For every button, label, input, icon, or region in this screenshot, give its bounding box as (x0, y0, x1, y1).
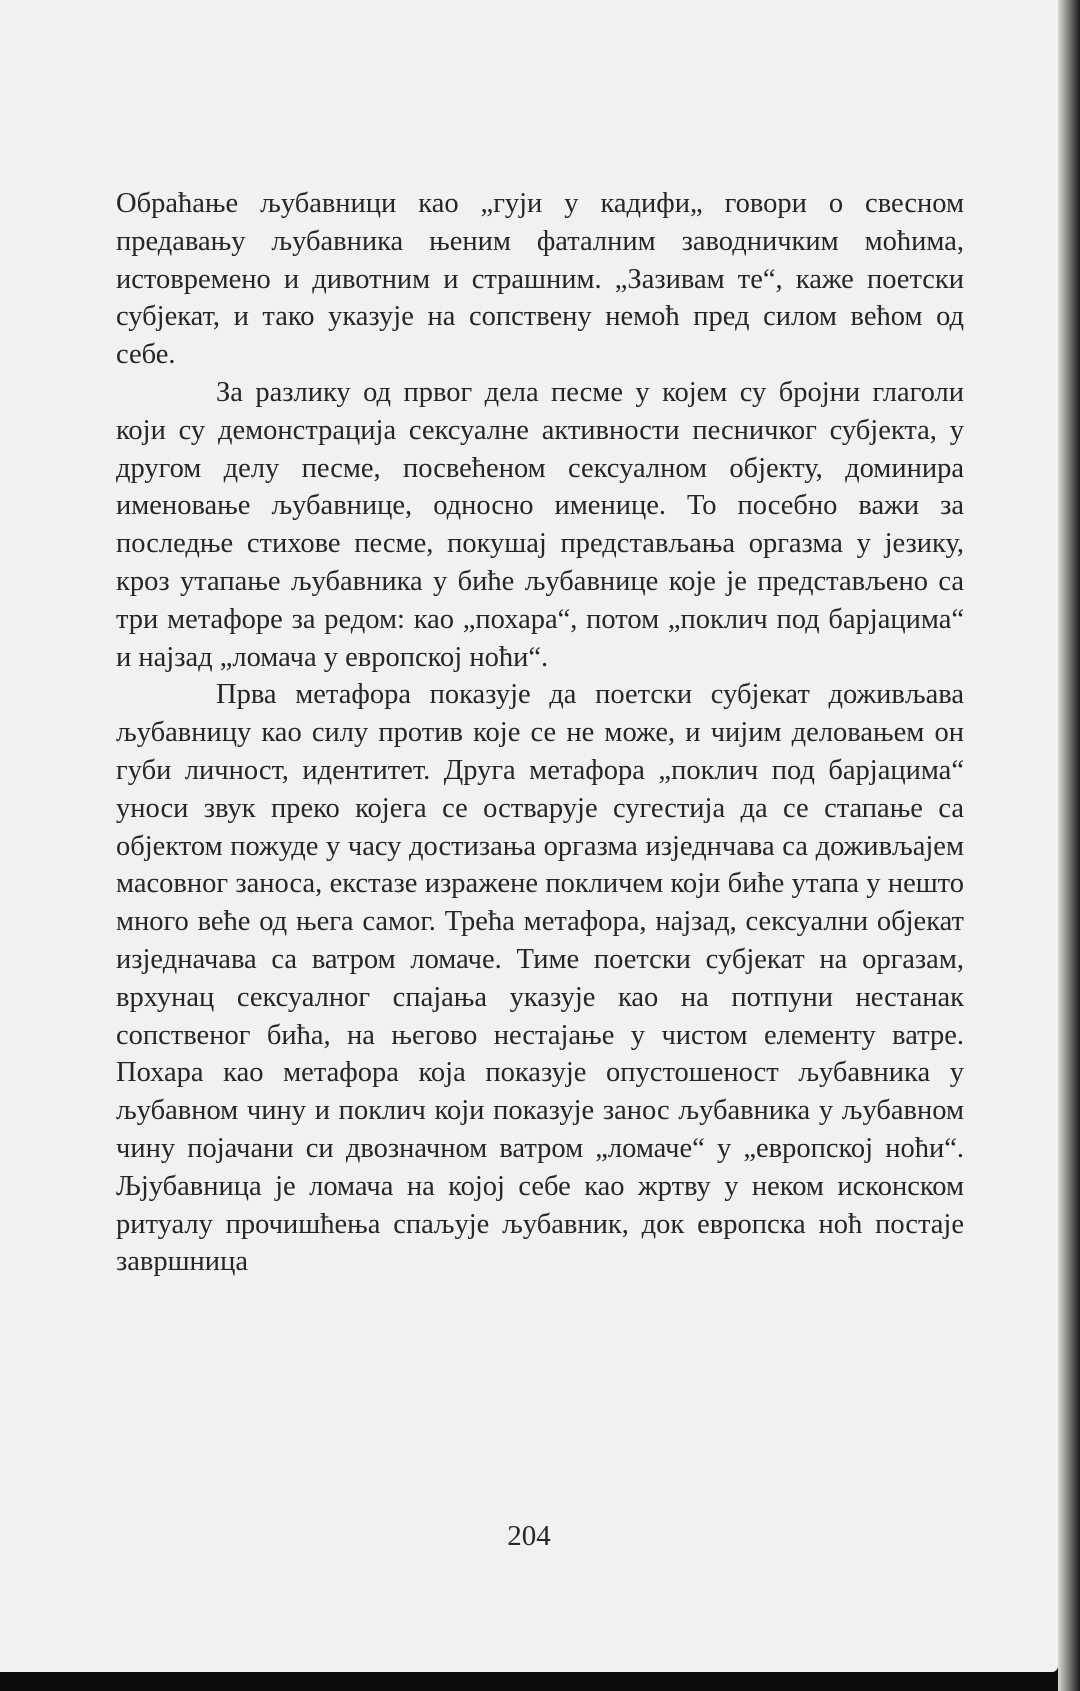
body-text (116, 185, 964, 1281)
paragraph-2: За разлику од првог дела песме у којем су бројни глаголи који су демонстрација сексуалне активности песничког субјекта, у другом делу песме, посвећеном сексуалном објекту, доминира именовање љубавнице, односно именице. То посебно важи за последње стихове песме, покушај представљања оргазма у језику, кроз утапање љубавника у биће љубавнице које је представљено са три метафоре за редом: као „похара“, потом „поклич под барјацима“ и најзад „ломача у европској ноћи“. (116, 376, 964, 673)
paragraph-3: Прва метафора показује да поетски субјекат доживљава љубавницу као силу против које се не може, и чијим деловањем он губи личност, идентитет. Друга метафора „поклич под барјацима“ уноси звук преко којега се остварује сугестија да се стапање са објектом пожуде у часу достизања оргазма изједнчава са доживљајем масовног заноса, екстазе изражене покличем који биће утапа у нешто много веће од њега самог. Трећа метафора, најзад, сексуални објекат изједначава са ватром ломаче. Тиме поетски субјекат на оргазам, врхунац сексуалног спајања указује као на потпуни нестанак сопственог бића, на његово нестајање у чистом елементу ватре. Похара као метафора која показује опустошеност љубавника у љубавном чину и поклич који показује занос љубавника у љубавном чину појачани си двозначном ватром „ломаче“ у „европској ноћи“. Љјубавница је ломача на којој себе као жртву у неком исконском ритуалу прочишћења спаљује љубавник, док европска ноћ постаје завршница (116, 679, 964, 1278)
page-number: 204 (507, 1520, 551, 1552)
book-spine-edge (1058, 0, 1080, 1691)
paragraph-1: Обраћање љубавници као „гуји у кадифи„ говори о свесном предавању љубавника њеним фаталним заводничким моћима, истовремено и дивотним и страшним. „Зазивам те“, каже поетски субјекат, и тако указује на сопствену немоћ пред силом већом од себе. (116, 188, 964, 371)
